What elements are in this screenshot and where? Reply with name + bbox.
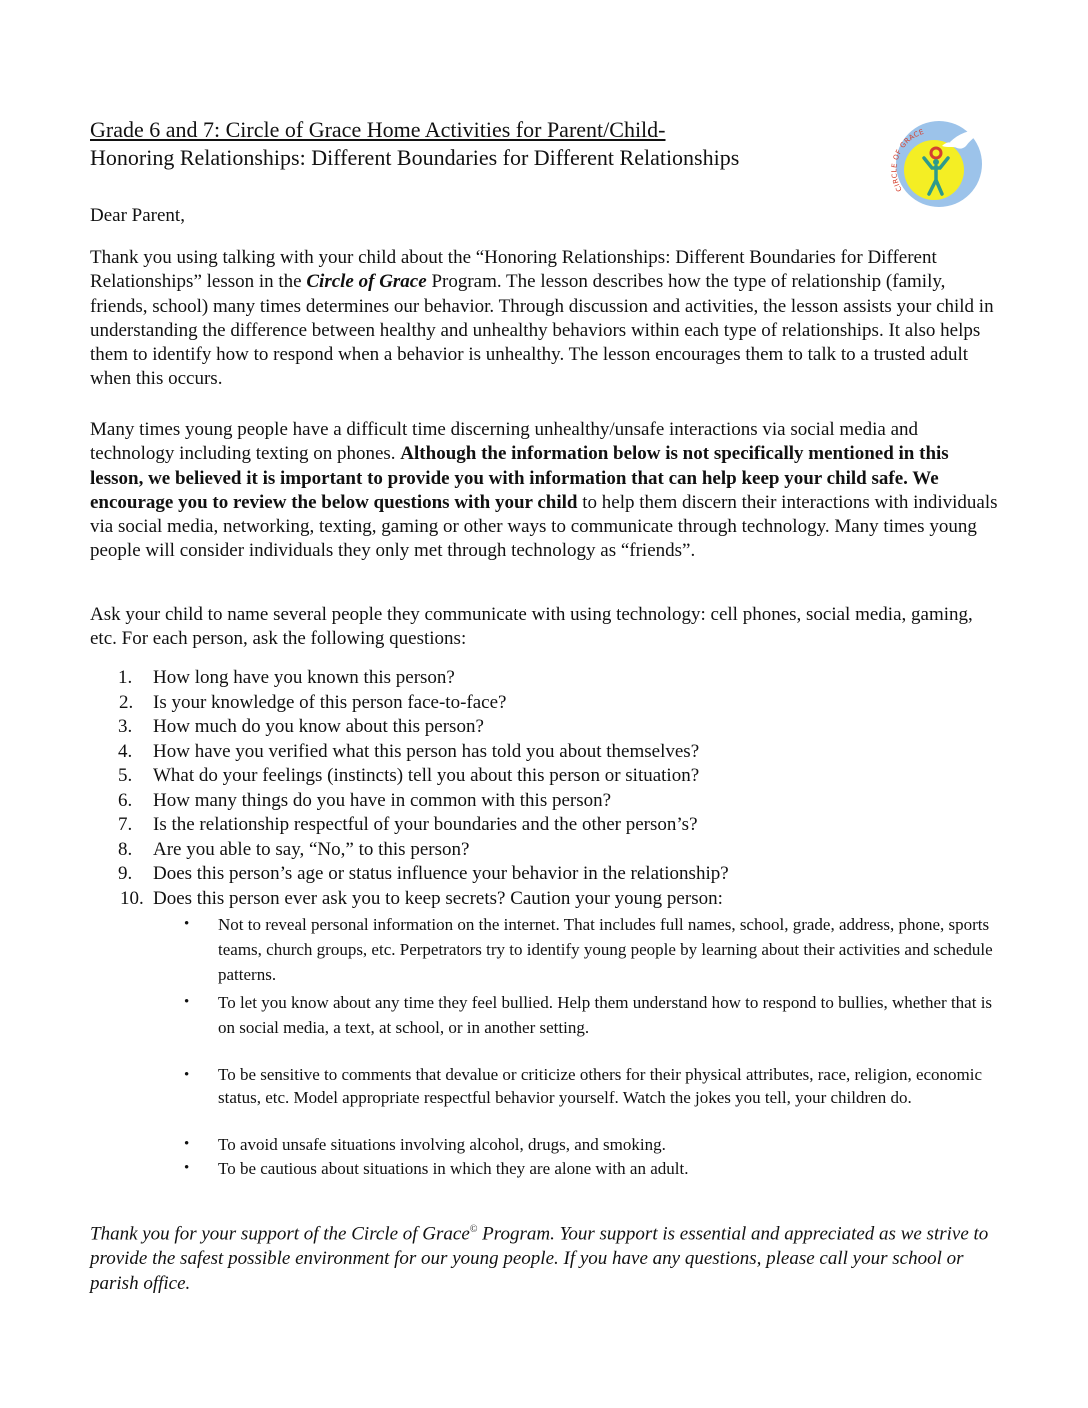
paragraph-instructions: Ask your child to name several people they communicate with using technology: cell phones, social media, gaming, etc. For each person, ask the following questions:: [90, 604, 973, 650]
caution-item: • To be cautious about situations in which they are alone with an adult.: [218, 1156, 1008, 1181]
list-item: 3. How much do you know about this person?: [118, 716, 484, 737]
salutation: Dear Parent,: [90, 205, 185, 226]
bullet-icon: •: [184, 994, 190, 1010]
caution-item: • To let you know about any time they feel bullied. Help them understand how to respond to bullies, whether that is on social media, a text, at school, or in another setting.: [218, 990, 1008, 1040]
emphasis-text: Although the information below is not specifically mentioned in this lesson, we believed it is important to provide you with information that can help keep your child safe. We encourage you to review the below questions with your child: [90, 443, 949, 513]
bullet-icon: •: [184, 1067, 190, 1083]
bullet-icon: •: [184, 916, 190, 932]
question-list: [90, 666, 1010, 911]
bullet-icon: •: [184, 1136, 190, 1152]
paragraph-technology: Many times young people have a difficult time discerning unhealthy/unsafe interactions via social media and technology including texting on phones. Although the information below is not specifically mentioned in this lesson, we believed it is important to provide you with information that can help keep your child safe. We encourage you to review the below questions with your child to help them discern their interactions with individuals via social media, networking, texting, gaming or other ways to communicate through technology. Many times young people will consider individuals they only met through technology as “friends”.: [90, 419, 998, 562]
paragraph-intro: Thank you using talking with your child about the “Honoring Relationships: Different Boundaries for Different Relationships” lesson in the Circle of Grace Program. The lesson describes how the type of relationship (family, friends, school) many times determines our behavior. Through discussion and activities, the lesson assists your child in understanding the difference between healthy and unhealthy behaviors within each type of relationships. It also helps them to identify how to respond when a behavior is unhealthy. The lesson encourages them to talk to a trusted adult when this occurs.: [90, 247, 994, 390]
list-item: 7. Is the relationship respectful of your boundaries and the other person’s?: [118, 814, 698, 835]
program-name: Circle of Grace: [306, 271, 427, 293]
list-item: 9. Does this person’s age or status influence your behavior in the relationship?: [118, 863, 729, 884]
circle-of-grace-logo: [880, 120, 998, 208]
bullet-icon: •: [184, 1160, 190, 1176]
list-item: 5. What do your feelings (instincts) tell you about this person or situation?: [118, 765, 700, 786]
caution-item: • Not to reveal personal information on the internet. That includes full names, school, grade, address, phone, sports teams, church groups, etc. Perpetrators try to identify young people by learning about their activities and schedule patterns.: [218, 912, 1008, 987]
list-item: 6. How many things do you have in common with this person?: [118, 789, 612, 811]
caution-item: • To avoid unsafe situations involving alcohol, drugs, and smoking.: [218, 1132, 1008, 1157]
document-title-line2: Honoring Relationships: Different Boundaries for Different Relationships: [90, 145, 740, 170]
copyright-symbol: ©: [469, 1224, 478, 1235]
list-item: 2. Is your knowledge of this person face-to-face?: [119, 691, 507, 713]
list-item: 1. How long have you known this person?: [118, 667, 455, 688]
list-item: 8. Are you able to say, “No,” to this person?: [118, 838, 470, 860]
list-item: 4. How have you verified what this person has told you about themselves?: [118, 740, 700, 762]
caution-item: • To be sensitive to comments that devalue or criticize others for their physical attributes, race, religion, economic status, etc. Model appropriate respectful behavior yourself. Watch the jokes you tell, your children do.: [184, 1065, 983, 1107]
document-title-line1: Grade 6 and 7: Circle of Grace Home Activities for Parent/Child-: [90, 117, 666, 142]
logo-ring-text: CIRCLE OF GRACE: [890, 127, 926, 193]
closing-note: Thank you for your support of the Circle of Grace© Program. Your support is essential and appreciated as we strive to provide the safest possible environment for our young people. If you have any questions, please call your school or parish office.: [90, 1223, 989, 1295]
list-item: 10. Does this person ever ask you to keep secrets? Caution your young person:: [120, 887, 723, 909]
